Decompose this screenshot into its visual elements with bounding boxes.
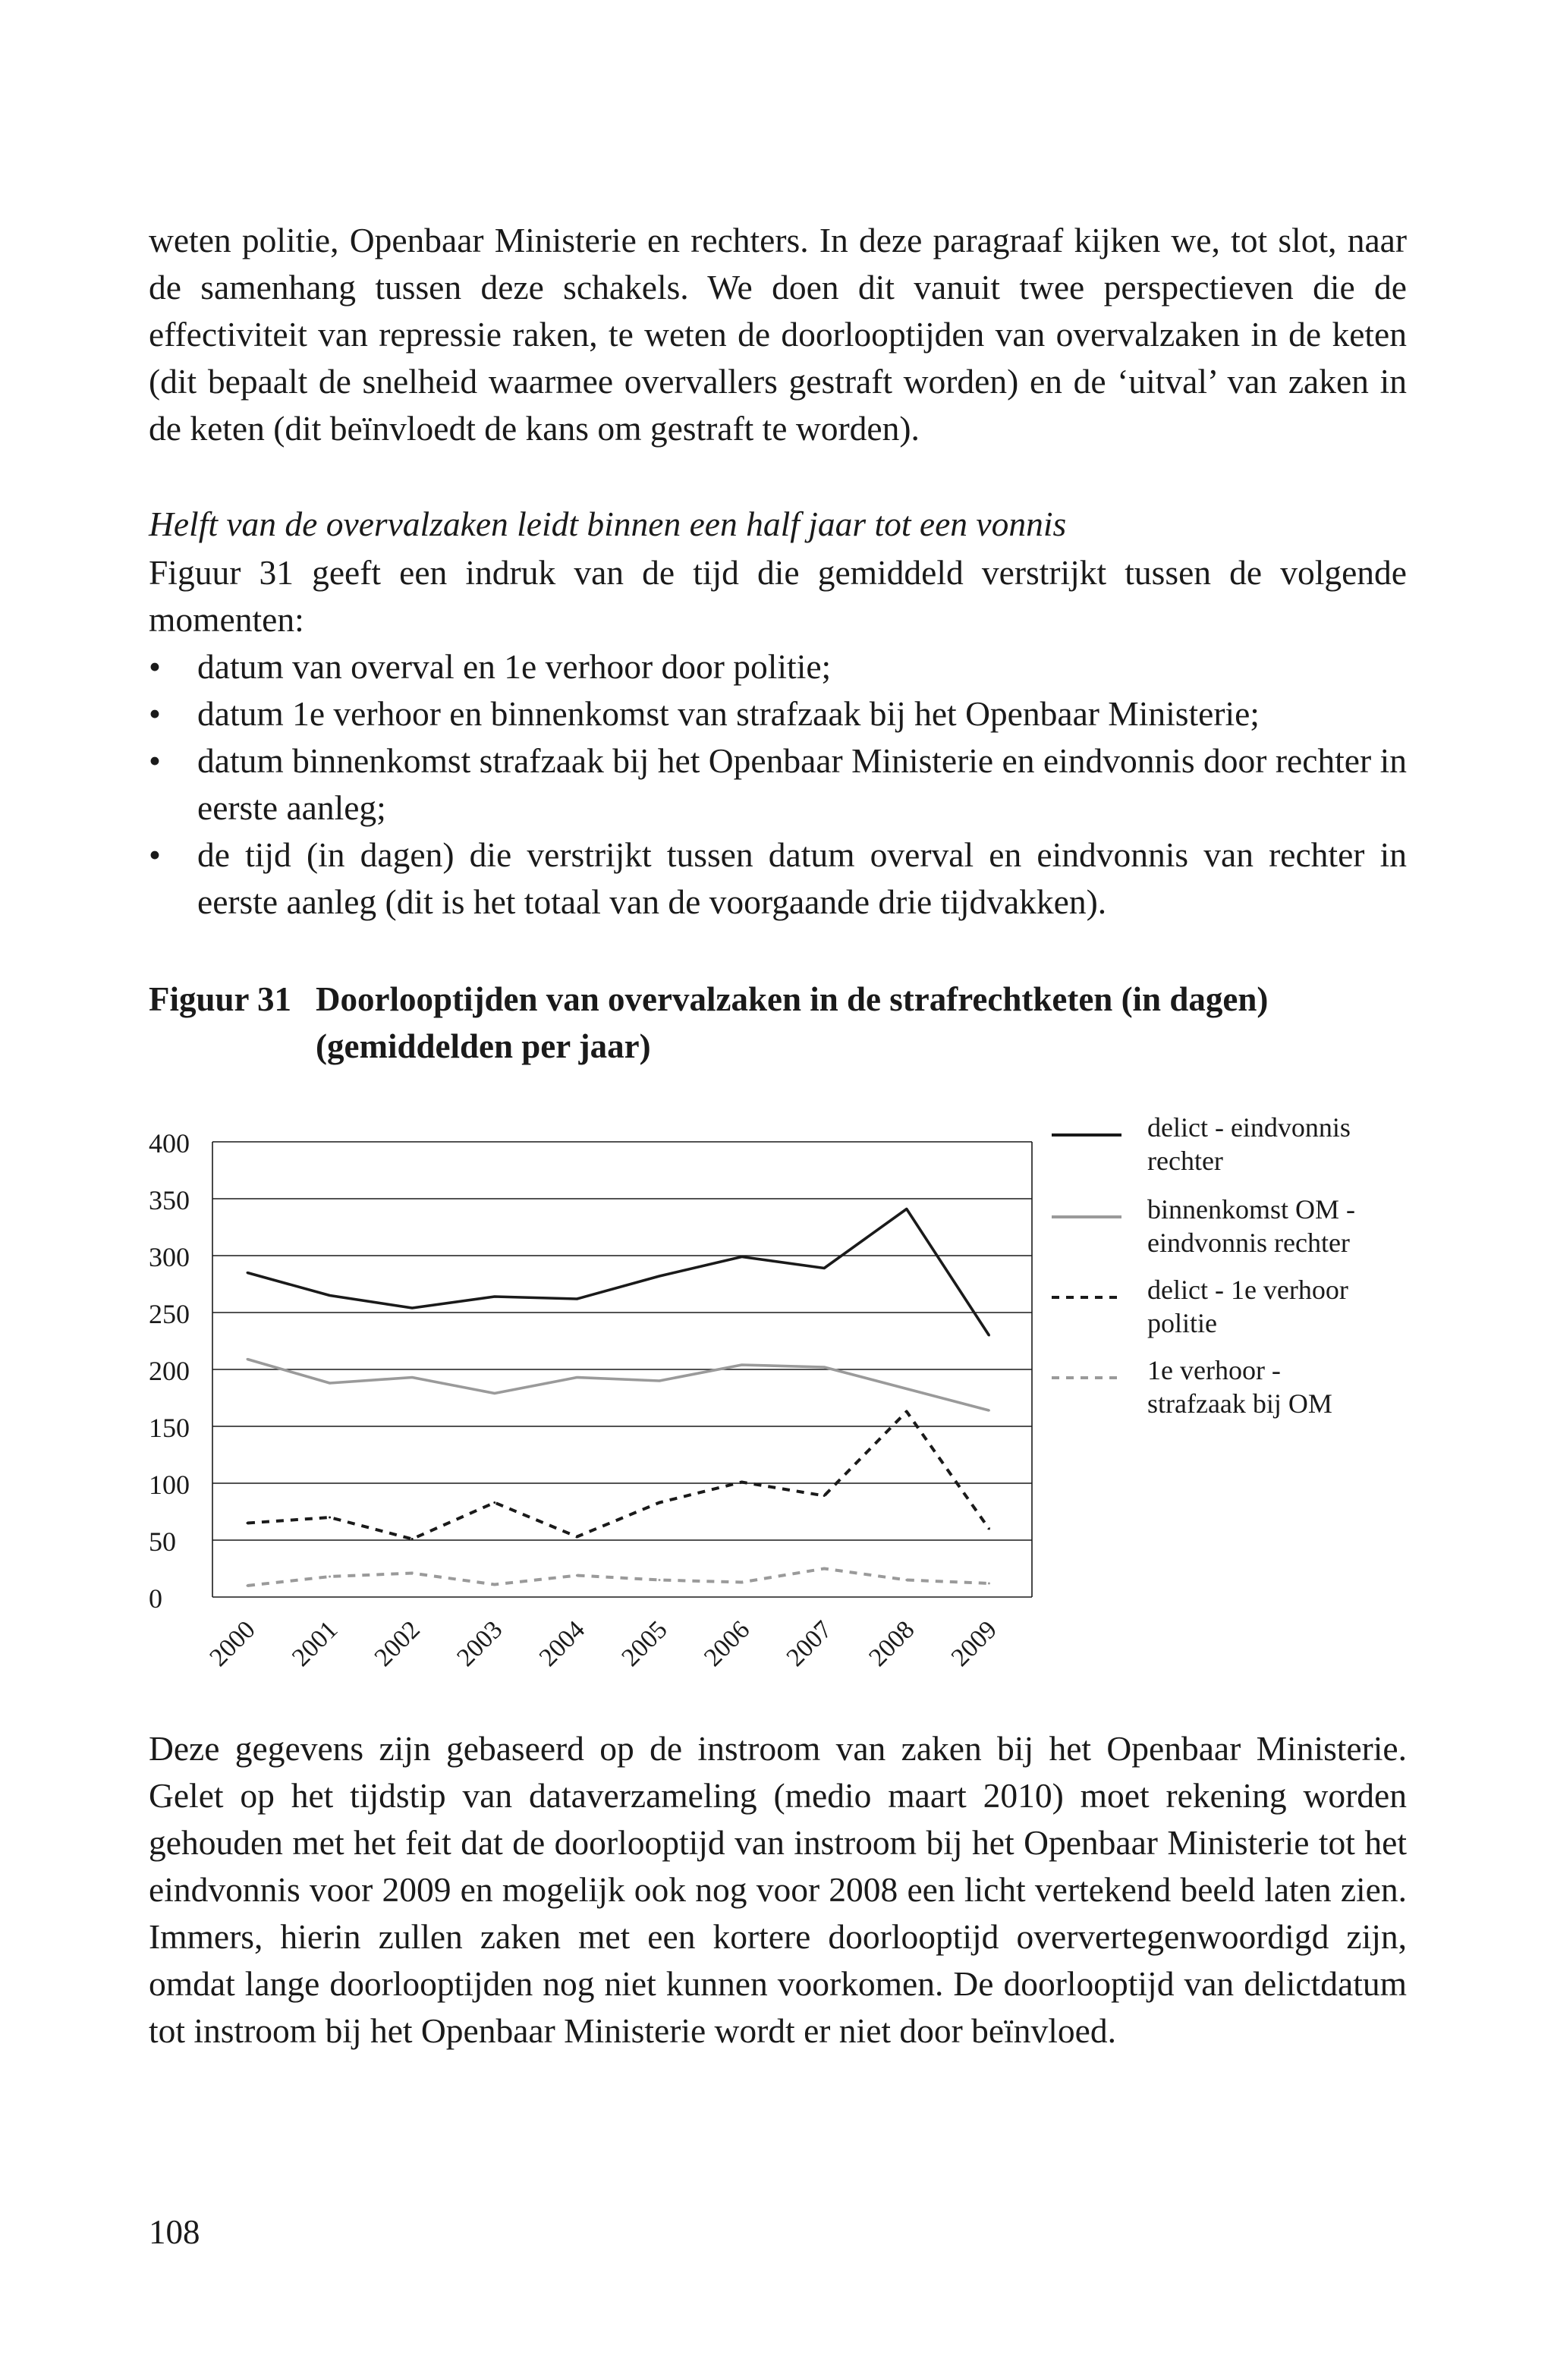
- data-point: [247, 1585, 249, 1587]
- data-point: [659, 1501, 661, 1504]
- y-tick-label: 150: [149, 1413, 190, 1443]
- list-item-text: datum 1e verhoor en binnenkomst van strafzaak bij het Openbaar Ministerie;: [197, 694, 1260, 733]
- paragraph-explanation: Deze gegevens zijn gebaseerd op de instroom van zaken bij het Openbaar Ministerie. Gelet op het tijdstip van dataverzameling (medio maart 2010) moet rekening worden gehouden met het feit dat de doorlooptijd van instroom bij het Openbaar Ministerie tot het eindvonnis voor 2009 en mogelijk ook nog voor 2008 een licht vertekend beeld laten zien. Immers, hierin zullen zaken met een kortere doorlooptijd oververtegenwoordigd zijn, omdat lange doorlooptijden nog niet kunnen voorkomen. De doorlooptijd van delictdatum tot instroom bij het Openbaar Ministerie wordt er niet door beïnvloed.: [149, 1729, 1407, 2050]
- legend-label: binnenkomst OM -: [1147, 1194, 1355, 1225]
- data-point: [411, 1538, 414, 1540]
- series-line: [247, 1569, 989, 1586]
- x-tick-label: 2002: [369, 1615, 426, 1672]
- x-tick-label: 2004: [533, 1615, 591, 1672]
- y-tick-label: 350: [149, 1185, 190, 1215]
- legend-label: strafzaak bij OM: [1147, 1388, 1332, 1419]
- data-point: [741, 1581, 743, 1583]
- bullet-icon: •: [149, 694, 161, 733]
- data-point: [576, 1376, 578, 1379]
- x-tick-label: 2001: [287, 1615, 344, 1672]
- section-subheading: Helft van de overvalzaken leidt binnen een half jaar tot een vonnis: [149, 505, 1067, 543]
- figure-title: Doorlooptijden van overvalzaken in de strafrechtketen (in dagen) (gemiddelden per jaar): [316, 980, 1269, 1065]
- data-point: [329, 1294, 331, 1297]
- data-point: [823, 1567, 826, 1570]
- data-point: [493, 1501, 495, 1504]
- y-tick-label: 200: [149, 1356, 190, 1386]
- data-point: [329, 1382, 331, 1385]
- data-point: [329, 1576, 331, 1578]
- data-point: [741, 1256, 743, 1258]
- legend-label: 1e verhoor -: [1147, 1355, 1281, 1385]
- data-point: [823, 1366, 826, 1369]
- data-point: [411, 1376, 414, 1379]
- list-item-text: de tijd (in dagen) die verstrijkt tussen datum overval en eindvonnis van rechter in eerste aanleg (dit is het totaal van de voorgaande drie tijdvakken).: [197, 835, 1407, 921]
- legend-label: delict - 1e verhoor: [1147, 1275, 1348, 1305]
- data-point: [905, 1410, 908, 1413]
- data-point: [659, 1380, 661, 1382]
- series-line: [247, 1412, 989, 1539]
- data-point: [988, 1583, 990, 1585]
- data-point: [988, 1335, 990, 1337]
- series-line: [247, 1360, 989, 1411]
- legend-label: eindvonnis rechter: [1147, 1228, 1350, 1258]
- y-tick-label: 0: [149, 1583, 162, 1614]
- data-point: [576, 1298, 578, 1300]
- y-tick-label: 300: [149, 1242, 190, 1272]
- paragraph-figure-intro: Figuur 31 geeft een indruk van de tijd die gemiddeld verstrijkt tussen de volgende momenten:: [149, 553, 1407, 639]
- data-point: [493, 1296, 495, 1298]
- figure-label: Figuur 31: [149, 980, 291, 1018]
- data-point: [411, 1572, 414, 1574]
- list-item-text: datum van overval en 1e verhoor door politie;: [197, 647, 832, 686]
- data-point: [247, 1272, 249, 1274]
- x-tick-label: 2000: [204, 1615, 261, 1672]
- x-tick-label: 2007: [781, 1615, 838, 1672]
- list-item-text: datum binnenkomst strafzaak bij het Openbaar Ministerie en eindvonnis door rechter in eerste aanleg;: [197, 741, 1407, 827]
- paragraph-intro: weten politie, Openbaar Ministerie en rechters. In deze paragraaf kijken we, tot slot, naar de samenhang tussen deze schakels. We doen dit vanuit twee perspectieven die de effectiviteit van repressie raken, te weten de doorlooptijden van overvalzaken in de keten (dit bepaalt de snelheid waarmee overvallers gestraft worden) en de ‘uitval’ van zaken in de keten (dit beïnvloedt de kans om gestraft te worden).: [149, 221, 1407, 448]
- legend-label: politie: [1147, 1308, 1217, 1338]
- legend-label: delict - eindvonnis: [1147, 1112, 1351, 1143]
- data-point: [823, 1495, 826, 1497]
- x-tick-label: 2006: [699, 1615, 756, 1672]
- x-tick-label: 2009: [945, 1615, 1003, 1672]
- x-tick-label: 2008: [864, 1615, 920, 1672]
- data-point: [823, 1267, 826, 1269]
- bullet-icon: •: [149, 647, 161, 686]
- data-point: [659, 1579, 661, 1581]
- data-point: [247, 1358, 249, 1360]
- data-point: [905, 1388, 908, 1390]
- data-point: [329, 1517, 331, 1519]
- data-point: [411, 1307, 414, 1309]
- data-point: [493, 1392, 495, 1394]
- bullet-icon: •: [149, 835, 161, 874]
- data-point: [905, 1208, 908, 1210]
- data-point: [988, 1528, 990, 1530]
- data-point: [741, 1364, 743, 1366]
- data-point: [905, 1579, 908, 1581]
- data-point: [247, 1522, 249, 1524]
- x-tick-label: 2003: [451, 1615, 508, 1672]
- data-point: [741, 1481, 743, 1483]
- data-point: [576, 1574, 578, 1577]
- y-tick-label: 50: [149, 1526, 176, 1557]
- data-point: [659, 1275, 661, 1278]
- page-number: 108: [149, 2213, 200, 2251]
- y-tick-label: 400: [149, 1128, 190, 1159]
- data-point: [493, 1583, 495, 1586]
- y-tick-label: 250: [149, 1299, 190, 1329]
- y-tick-label: 100: [149, 1470, 190, 1500]
- data-point: [988, 1410, 990, 1412]
- bullet-icon: •: [149, 741, 161, 780]
- x-tick-label: 2005: [616, 1615, 673, 1672]
- data-point: [576, 1536, 578, 1538]
- legend-label: rechter: [1147, 1146, 1223, 1176]
- series-line: [247, 1209, 989, 1336]
